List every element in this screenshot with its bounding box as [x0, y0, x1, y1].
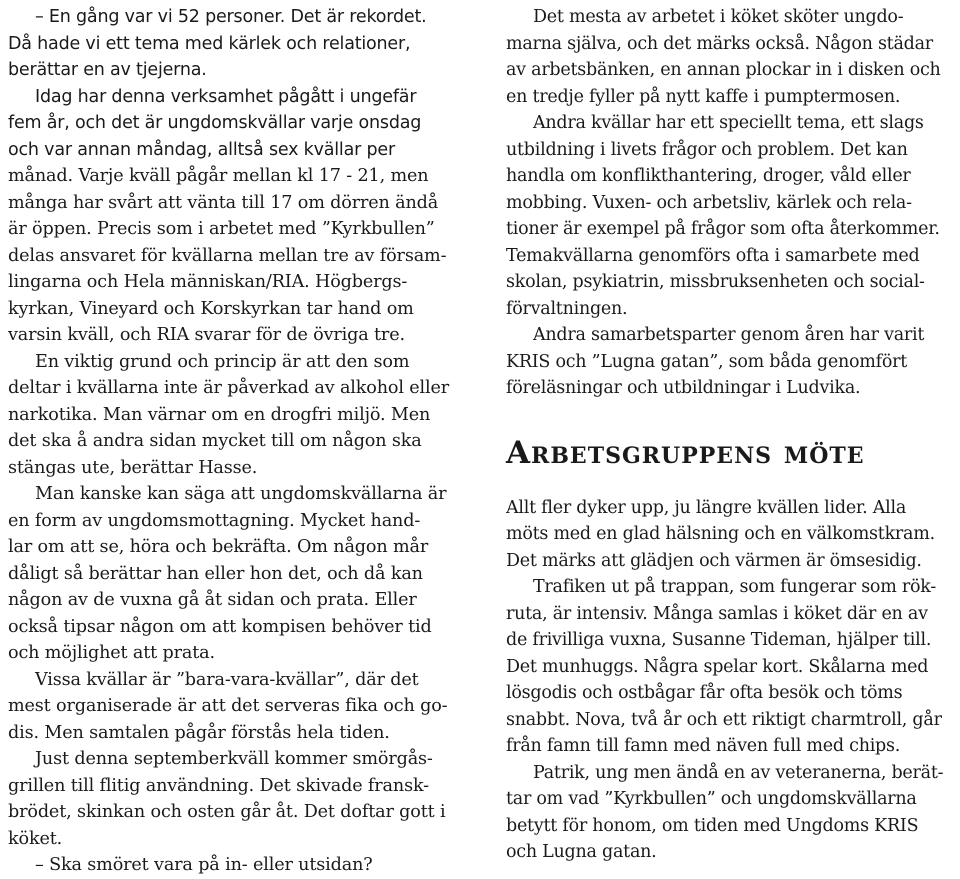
text-line: Man kanske kan säga att ungdomskvällarna är	[35, 484, 447, 504]
text-line: Andra samarbetsparter genom åren har varit	[533, 325, 925, 345]
text-line: en tredje fyller på nytt kaffe i pumptermosen.	[506, 86, 901, 107]
text-line: Just denna septemberkväll kommer smörgås-	[35, 749, 433, 769]
text-line: mobbing. Vuxen- och arbetsliv, kärlek och rela-	[506, 192, 912, 213]
text-line: Det mesta av arbetet i köket sköter ungdo-	[533, 7, 904, 27]
text-line: grillen till flitig användning. Det skivade fransk-	[8, 775, 429, 796]
text-line: köket.	[8, 828, 63, 849]
text-line: Temakvällarna genomförs ofta i samarbete med	[506, 245, 920, 266]
text-line: En viktig grund och princip är att den som	[35, 351, 410, 372]
text-line: de frivilliga vuxna, Susanne Tideman, hjälper till.	[506, 630, 932, 650]
text-line: Det munhuggs. Några spelar kort. Skålarna med	[506, 656, 929, 677]
text-line: Det märks att glädjen och värmen är ömsesidig.	[506, 550, 922, 571]
text-line: KRIS och ”Lugna gatan”, som båda genomfört	[506, 351, 908, 372]
right-column-top	[506, 4, 956, 402]
text-line: Då hade vi ett tema med kärlek och relationer,	[8, 33, 411, 54]
text-line: föreläsningar och utbildningar i Ludvika.	[506, 378, 861, 398]
text-line: – Ska smöret vara på in- eller utsidan?	[35, 855, 373, 875]
text-line: handla om konflikthantering, droger, våld eller	[506, 166, 911, 186]
text-line: – En gång var vi 52 personer. Det är rekordet.	[35, 7, 427, 27]
text-line: en form av ungdomsmottagning. Mycket hand-	[8, 510, 421, 531]
text-line: varsin kväll, och RIA svarar för de övriga tre.	[8, 325, 405, 345]
text-line: dis. Men samtalen pågår förstås hela tiden.	[8, 722, 390, 743]
text-line: dåligt så berättar han eller hon det, och då kan	[8, 563, 423, 584]
text-line: Trafiken ut på trappan, som fungerar som rök-	[533, 577, 936, 597]
text-line: skolan, psykiatrin, missbruksenheten och social-	[506, 272, 925, 292]
section-heading: Arbetsgruppens möte	[506, 434, 865, 471]
text-line: tar om vad ”Kyrkbullen” och ungdomskvällarna	[506, 789, 917, 809]
text-line: Vissa kvällar är ”bara-vara-kvällar”, där det	[35, 669, 419, 690]
text-line: betytt för honom, om tiden med Ungdoms KRIS	[506, 815, 919, 836]
text-line: möts med en glad hälsning och en välkomstkram.	[506, 524, 935, 544]
right-column-bottom	[506, 495, 956, 866]
text-line: berättar en av tjejerna.	[8, 60, 207, 80]
text-line: någon av de vuxna gå åt sidan och prata. Eller	[8, 590, 417, 610]
text-line: Idag har denna verksamhet pågått i ungefär	[35, 86, 417, 107]
text-line: också tipsar någon om att kompisen behöver tid	[8, 616, 432, 637]
text-line: lar om att se, höra och bekräfta. Om någon mår	[8, 537, 429, 557]
text-line: mest organiserade är att det serveras fika och go-	[8, 696, 448, 716]
text-line: och var annan måndag, alltså sex kvällar per	[8, 139, 395, 160]
left-column	[8, 4, 454, 879]
text-line: brödet, skinkan och osten går åt. Det doftar gott i	[8, 802, 446, 822]
right-column	[506, 4, 956, 866]
text-line: kyrkan, Vineyard och Korskyrkan tar hand om	[8, 298, 414, 319]
text-line: av arbetsbänken, en annan plockar in i disken och	[506, 60, 941, 80]
text-line: lösgodis och ostbågar får ofta besök och töms	[506, 683, 903, 703]
text-line: delas ansvaret för kvällarna mellan tre av försam-	[8, 245, 447, 266]
text-line: från famn till famn med näven full med chips.	[506, 736, 901, 756]
text-line: ruta, är intensiv. Många samlas i köket där en av	[506, 603, 928, 624]
text-line: Andra kvällar har ett speciellt tema, ett slags	[533, 113, 924, 133]
text-line: marna själva, och det märks också. Någon städar	[506, 33, 933, 54]
text-line: Patrik, ung men ändå en av veteranerna, berät-	[533, 762, 944, 783]
text-line: utbildning i livets frågor och problem. Det kan	[506, 139, 908, 160]
text-line: och möjlighet att prata.	[8, 643, 215, 663]
text-line: många har svårt att vänta till 17 om dörren ändå	[8, 192, 439, 213]
text-line: fem år, och det är ungdomskvällar varje onsdag	[8, 113, 422, 133]
text-line: lingarna och Hela människan/RIA. Högbergs-	[8, 272, 408, 292]
text-line: och Lugna gatan.	[506, 842, 657, 862]
text-line: snabbt. Nova, två år och ett riktigt charmtroll, går	[506, 709, 942, 730]
text-line: det ska å andra sidan mycket till om någon ska	[8, 431, 422, 451]
text-line: narkotika. Man värnar om en drogfri miljö. Men	[8, 404, 431, 425]
text-line: Allt fler dyker upp, ju längre kvällen lider. Alla	[506, 497, 907, 518]
text-line: förvaltningen.	[506, 298, 628, 319]
text-line: stängas ute, berättar Hasse.	[8, 457, 258, 478]
text-line: är öppen. Precis som i arbetet med ”Kyrkbullen”	[8, 219, 435, 239]
text-line: tioner är exempel på frågor som ofta återkommer.	[506, 219, 940, 239]
text-line: månad. Varje kväll pågår mellan kl 17 - 21, men	[8, 166, 429, 186]
text-line: deltar i kvällarna inte är påverkad av alkohol eller	[8, 378, 450, 398]
